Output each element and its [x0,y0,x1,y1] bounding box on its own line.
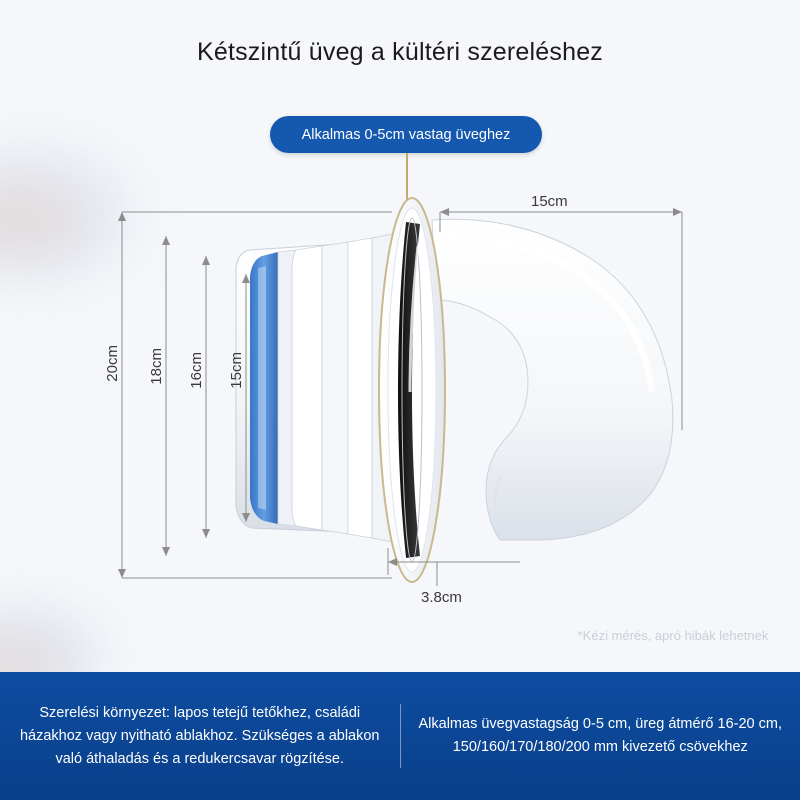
glass-thickness-badge: Alkalmas 0-5cm vastag üveghez [270,116,542,153]
dimension-16cm: 16cm [188,352,205,389]
telescoping-duct [236,234,400,542]
bottom-info-right: Alkalmas üvegvastagság 0-5 cm, üreg átmérő 16-20 cm, 150/160/170/180/200 mm kivezető csövekhez [418,716,782,755]
dimension-thickness-3-8cm: 3.8cm [421,589,462,606]
dimension-depth-15cm: 15cm [531,193,568,210]
dimension-outer-20cm: 20cm [104,345,121,382]
outlet-hood [432,219,673,540]
measurement-note: *Kézi mérés, apró hibák lehetnek [577,628,769,643]
dimension-18cm: 18cm [148,348,165,385]
bottom-info-left: Szerelési környezet: lapos tetejű tetőkhez, családi házakhoz vagy nyitható ablakhoz. Szükséges a ablakon való áthaladás és a redukercsavar rögzítése. [19,704,380,767]
page-title: Kétszintű üveg a kültéri szereléshez [196,38,604,66]
glass-mount-flange [379,198,445,582]
bottom-info-bar [0,672,800,800]
dimension-inner-15cm: 15cm [228,352,245,389]
